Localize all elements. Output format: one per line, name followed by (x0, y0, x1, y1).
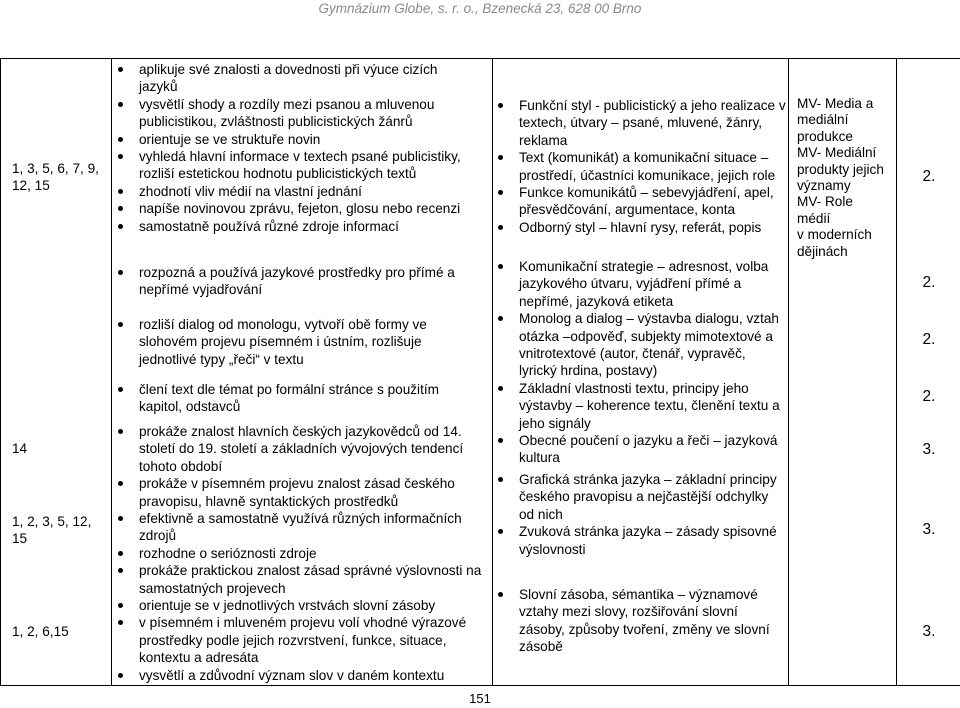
note-line: MV- Role (797, 194, 853, 210)
crossref-2: 14 (12, 441, 28, 456)
list-item: samostatně používá různé zdroje informací (139, 218, 479, 235)
list-item: orientuje se v jednotlivých vrstvách slovní zásoby (139, 597, 484, 614)
list-item: rozpozná a používá jazykové prostředky pro přímé a nepřímé vyjadřování (139, 264, 479, 299)
list-item: Grafická stránka jazyka – základní principy českého pravopisu a nejčastější odchylky od nich (519, 471, 787, 523)
list-item: rozliší dialog od monologu, vytvoří obě formy ve slohovém projevu písemném i ústním, rozlišuje jednotlivé typy „řeči“ v textu (139, 316, 459, 368)
list-item: Zvuková stránka jazyka – zásady spisovné výslovnosti (519, 523, 787, 558)
column-divider (111, 59, 112, 685)
outcomes-list-4 (139, 381, 469, 416)
list-item: zhodnotí vliv médií na vlastní jednání (139, 183, 479, 200)
grade-value: 3. (922, 623, 936, 640)
list-item: Funkce komunikátů – sebevyjádření, apel, přesvědčování, argumentace, konta (519, 184, 787, 219)
list-item: Odborný styl – hlavní rysy, referát, popis (519, 219, 787, 236)
list-item: vysvětlí a zdůvodní význam slov v daném kontextu (139, 667, 484, 684)
outcomes-list-1 (139, 61, 479, 235)
note-line: produkce (797, 128, 853, 144)
topics-list-4 (519, 586, 781, 656)
list-item: Základní vlastnosti textu, principy jeho výstavby – koherence textu, členění textu a jeho signály (519, 380, 787, 432)
list-item: Komunikační strategie – adresnost, volba jazykového útvaru, vyjádření přímé a nepřímé, jazyková etiketa (519, 258, 787, 310)
column-divider (492, 59, 493, 685)
crossref-1: 1, 3, 5, 6, 7, 9, 12, 15 (12, 161, 99, 194)
list-item: vyhledá hlavní informace v textech psané publicistiky, rozliší estetickou hodnotu publicistických textů (139, 148, 479, 183)
list-item: napíše novinovou zprávu, fejeton, glosu nebo recenzi (139, 200, 479, 217)
grade-value: 2. (922, 388, 936, 405)
topics-list-1 (519, 97, 787, 236)
note-line: MV- Mediální (797, 145, 877, 161)
note-line: MV- Media a (797, 96, 874, 111)
list-item: efektivně a samostatně využívá různých informačních zdrojů (139, 510, 484, 545)
page-header: Gymnázium Globe, s. r. o., Bzenecká 23, 628 00 Brno (318, 1, 642, 16)
crossref-4: 1, 2, 6,15 (12, 624, 69, 639)
note-line: v moderních (797, 227, 872, 243)
outcomes-list-5 (139, 423, 484, 684)
column-divider (788, 59, 789, 685)
list-item: aplikuje své znalosti a dovednosti při výuce cizích jazyků (139, 61, 479, 96)
crosscurricular-notes (797, 96, 893, 260)
grade-value: 2. (922, 331, 936, 348)
list-item: Slovní zásoba, sémantika – významové vztahy mezi slovy, rozšiřování slovní zásoby, způsoby tvoření, změny ve slovní zásobě (519, 586, 781, 656)
note-line: produkty jejich (797, 161, 884, 177)
note-line: významy (797, 178, 851, 194)
note-line: médií (797, 210, 831, 226)
list-item: Funkční styl - publicistický a jeho realizace v textech, útvary – psané, mluvené, žánry, reklama (519, 98, 786, 148)
outcomes-list-3 (139, 316, 459, 368)
note-line: dějinách (797, 243, 848, 259)
list-item: Obecné poučení o jazyku a řeči – jazyková kultura (519, 432, 787, 467)
list-item: Monolog a dialog – výstavba dialogu, vztah otázka –odpověď, subjekty mimotextové a vnitrotextové (autor, čtenář, vypravěč, lyrický hrdina, postavy) (519, 310, 787, 380)
list-item: prokáže v písemném projevu znalost zásad českého pravopisu, hlavně syntaktických prostředků (139, 475, 484, 510)
crossref-3: 1, 2, 3, 5, 12, 15 (12, 514, 92, 547)
grade-value: 3. (922, 441, 936, 458)
list-item: Text (komunikát) a komunikační situace – prostředí, účastníci komunikace, jejich role (519, 149, 787, 184)
topics-list-2 (519, 258, 787, 467)
grade-value: 2. (922, 168, 936, 185)
list-item: orientuje se ve struktuře novin (139, 131, 479, 148)
grade-value: 3. (922, 521, 936, 538)
topics-list-3 (519, 471, 787, 558)
outcomes-list-2 (139, 264, 479, 299)
list-item: prokáže znalost hlavních českých jazykovědců od 14. století do 19. století a základních vývojových tendencí tohoto období (139, 423, 484, 475)
list-item: v písemném i mluveném projevu volí vhodné výrazové prostředky podle jejich rozvrstvení, funkce, situace, kontextu a adresáta (139, 614, 484, 666)
list-item: rozhodne o serióznosti zdroje (139, 545, 484, 562)
list-item: prokáže praktickou znalost zásad správné výslovnosti na samostatných projevech (139, 562, 484, 597)
list-item: člení text dle témat po formální stránce s použitím kapitol, odstavců (139, 381, 469, 416)
note-line: mediální (797, 112, 849, 128)
column-divider (896, 59, 897, 685)
list-item: vysvětlí shody a rozdíly mezi psanou a mluvenou publicistikou, zvláštnosti publicistických žánrů (139, 96, 479, 131)
page-number: 151 (469, 691, 491, 706)
grade-value: 2. (922, 274, 936, 291)
